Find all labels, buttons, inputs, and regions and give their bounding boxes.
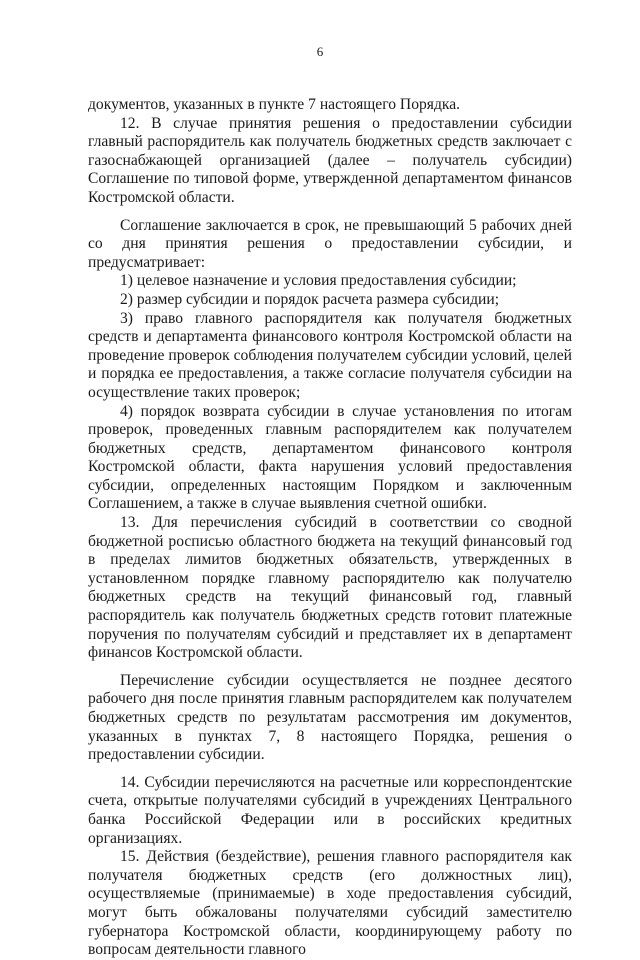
- paragraph-item-12: 12. В случае принятия решения о предоставлении субсидии главный распорядитель как получатель бюджетных средств заключает с газоснабжающей организацией (далее – получатель субсидии) Соглашение по типовой форме, утвержденной департаментом финансов Костромской области.: [88, 114, 572, 206]
- list-item-2: 2) размер субсидии и порядок расчета размера субсидии;: [120, 290, 500, 308]
- paragraph-agreement-terms: Соглашение заключается в срок, не превышающий 5 рабочих дней со дня принятия решения о предоставлении субсидии, и предусматривает:: [88, 216, 572, 271]
- paragraph-continuation: документов, указанных в пункте 7 настоящего Порядка.: [88, 96, 461, 113]
- paragraph-item-15: 15. Действия (бездействие), решения главного распорядителя как получателя бюджетных средств (его должностных лиц), осуществляемые (принимаемые) в ходе предоставления субсидий, могут быть обжалованы получателями субсидий заместителю губернатора Костромской области, координирующему работу по вопросам деятельности главного: [88, 848, 572, 959]
- document-body: [88, 96, 572, 960]
- paragraph-item-13: 13. Для перечисления субсидий в соответствии со сводной бюджетной росписью областного бюджета на текущий финансовый год в пределах лимитов бюджетных обязательств, утвержденных в установленном порядке главному распорядителю как получателю бюджетных средств на текущий финансовый год, главный распорядитель как получатель бюджетных средств готовит платежные поручения по получателям субсидий и представляет их в департамент финансов Костромской области.: [88, 514, 572, 662]
- list-item-3: 3) право главного распорядителя как получателя бюджетных средств и департамента финансового контроля Костромской области на проведение проверок соблюдения получателем субсидии условий, целей и порядка ее предоставления, а также согласие получателя субсидии на осуществление таких проверок;: [88, 309, 572, 401]
- paragraph-item-14: 14. Субсидии перечисляются на расчетные или корреспондентские счета, открытые получателями субсидий в учреждениях Центрального банка Российской Федерации или в российских кредитных организациях.: [88, 773, 572, 847]
- list-item-4: 4) порядок возврата субсидии в случае установления по итогам проверок, проведенных главным распорядителем как получателем бюджетных средств, департаментом финансового контроля Костромской области, факта нарушения условий предоставления субсидии, определенных настоящим Порядком и заключенным Соглашением, а также в случае выявления счетной ошибки.: [88, 402, 572, 513]
- list-item-1: 1) целевое назначение и условия предоставления субсидии;: [120, 272, 517, 290]
- paragraph-transfer-deadline: Перечисление субсидии осуществляется не позднее десятого рабочего дня после принятия главным распорядителем как получателем бюджетных средств по результатам рассмотрения им документов, указанных в пунктах 7, 8 настоящего Порядка, решения о предоставлении субсидии.: [88, 671, 572, 764]
- page-number: 6: [316, 44, 324, 59]
